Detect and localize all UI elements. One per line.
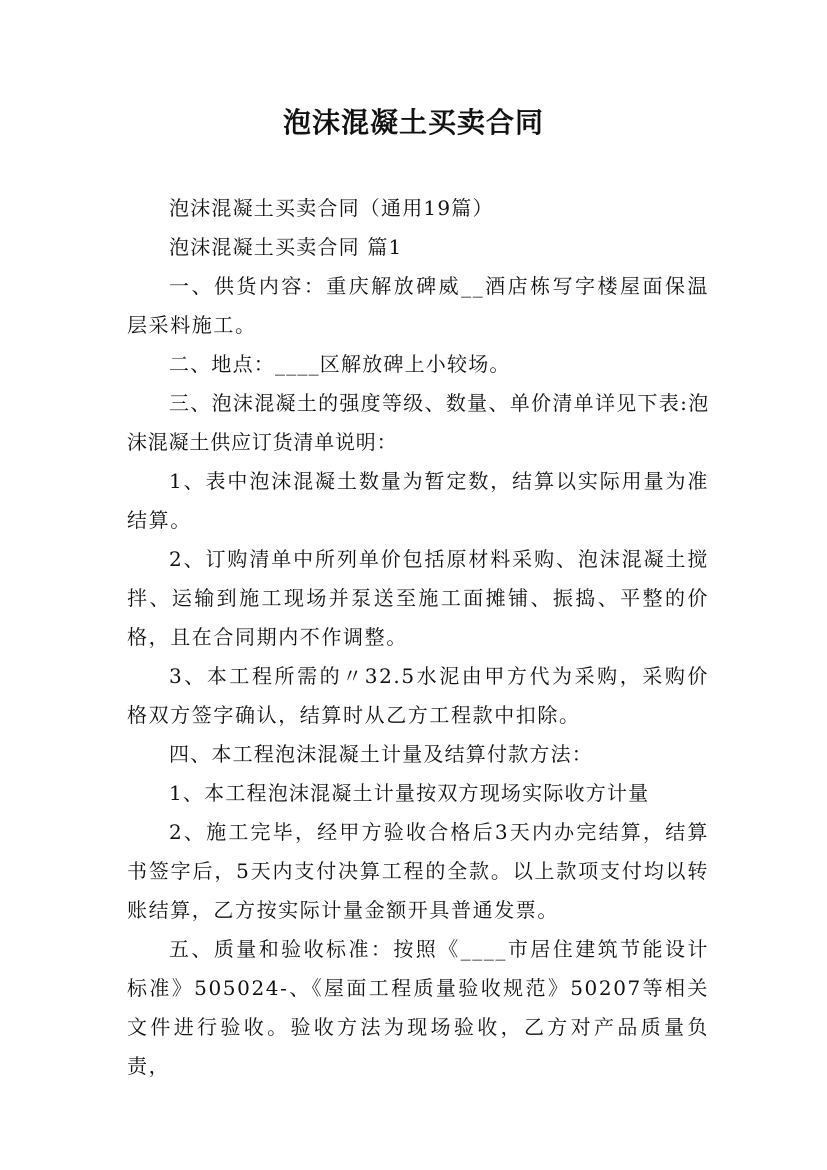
paragraph-settlement: 2、施工完毕，经甲方验收合格后3天内办完结算，结算书签字后，5天内支付决算工程的全款。以上款项支付均以转账结算，乙方按实际计量金额开具普通发票。 <box>127 820 709 922</box>
paragraph-payment-heading: 四、本工程泡沫混凝土计量及结算付款方法： <box>169 742 593 766</box>
paragraph-measurement: 1、本工程泡沫混凝土计量按双方现场实际收方计量 <box>169 781 650 805</box>
paragraph-cement-note: 3、本工程所需的〃32.5水泥由甲方代为采购，采购价格双方签字确认，结算时从乙方工程款中扣除。 <box>127 664 709 727</box>
paragraph-price-note: 2、订购清单中所列单价包括原材料采购、泡沫混凝土搅拌、运输到施工现场并泵送至施工面摊铺、振捣、平整的价格，且在合同期内不作调整。 <box>127 547 709 649</box>
document-title: 泡沫混凝土买卖合同 <box>282 106 544 139</box>
paragraph-location: 二、地点：____区解放碑上小较场。 <box>169 352 511 376</box>
paragraph-quantity-note: 1、表中泡沫混凝土数量为暂定数，结算以实际用量为准结算。 <box>127 469 709 532</box>
document-body <box>127 189 709 1086</box>
paragraph-section-heading: 泡沫混凝土买卖合同 篇1 <box>169 235 403 259</box>
paragraph-supply-content: 一、供货内容：重庆解放碑威__酒店栋写字楼屋面保温层采料施工。 <box>127 274 709 337</box>
paragraph-grade-list: 三、泡沫混凝土的强度等级、数量、单价清单详见下表:泡沫混凝土供应订货清单说明： <box>127 391 709 454</box>
paragraph-quality-standard: 五、质量和验收标准：按照《____市居住建筑节能设计标准》505024-、《屋面工程质量验收规范》50207等相关文件进行验收。验收方法为现场验收，乙方对产品质量负责， <box>127 937 709 1078</box>
paragraph-subtitle: 泡沫混凝土买卖合同（通用19篇） <box>169 196 494 220</box>
